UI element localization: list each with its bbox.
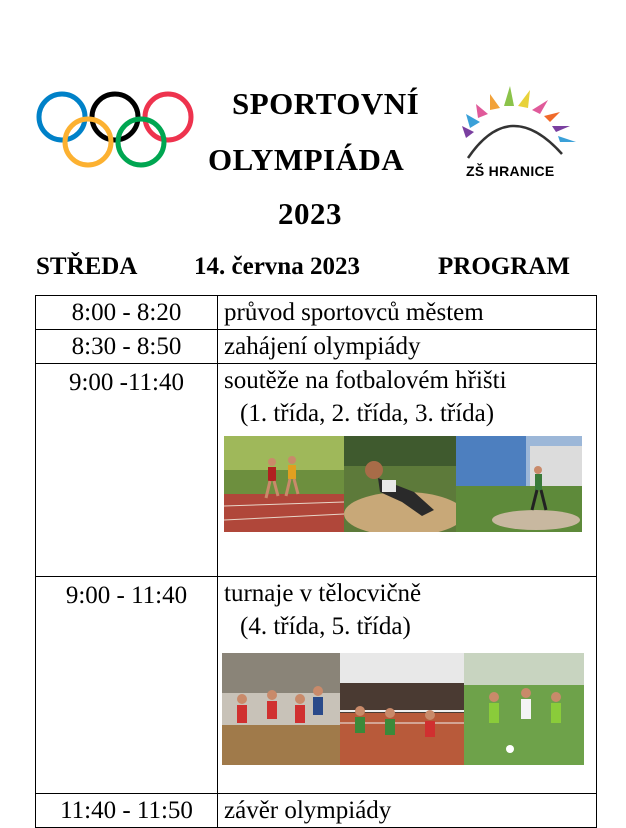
day-label: STŘEDA bbox=[36, 253, 138, 280]
schedule-activity: turnaje v tělocvičně bbox=[224, 580, 422, 607]
football-photo bbox=[464, 653, 584, 765]
title-line-2: OLYMPIÁDA bbox=[208, 142, 405, 177]
schedule-row bbox=[36, 364, 597, 577]
schedule-activity: soutěže na fotbalovém hřišti bbox=[224, 367, 507, 394]
schedule-row bbox=[36, 794, 597, 828]
shot-put-photo bbox=[456, 436, 582, 532]
schedule-activity: zahájení olympiády bbox=[218, 330, 597, 364]
photo-strip bbox=[224, 653, 596, 765]
title-line-1: SPORTOVNÍ bbox=[232, 86, 420, 121]
schedule-time: 9:00 -11:40 bbox=[68, 369, 185, 396]
olympic-rings-logo bbox=[34, 90, 196, 170]
schedule-activity: závěr olympiády bbox=[218, 794, 597, 828]
schedule-row bbox=[36, 330, 597, 364]
schedule-table bbox=[35, 295, 597, 828]
schedule-time: 11:40 - 11:50 bbox=[36, 794, 218, 828]
schedule-time: 8:00 - 8:20 bbox=[36, 296, 218, 330]
schedule-row bbox=[36, 296, 597, 330]
photo-strip bbox=[224, 436, 596, 532]
schedule-detail: (4. třída, 5. třída) bbox=[240, 613, 411, 640]
long-jump-photo bbox=[344, 436, 456, 532]
program-label: PROGRAM bbox=[438, 253, 570, 280]
title-year: 2023 bbox=[278, 196, 342, 231]
school-name: ZŠ HRANICE bbox=[466, 163, 555, 179]
schedule-time: 8:30 - 8:50 bbox=[36, 330, 218, 364]
schedule-row bbox=[36, 577, 597, 794]
floorball-photo bbox=[222, 653, 340, 765]
schedule-activity: průvod sportovců městem bbox=[218, 296, 597, 330]
schedule-detail: (1. třída, 2. třída, 3. třída) bbox=[240, 400, 495, 427]
date-label: 14. června 2023 bbox=[194, 253, 360, 280]
running-photo bbox=[224, 436, 344, 532]
volleyball-photo bbox=[340, 653, 464, 765]
schedule-time: 9:00 - 11:40 bbox=[65, 582, 188, 609]
